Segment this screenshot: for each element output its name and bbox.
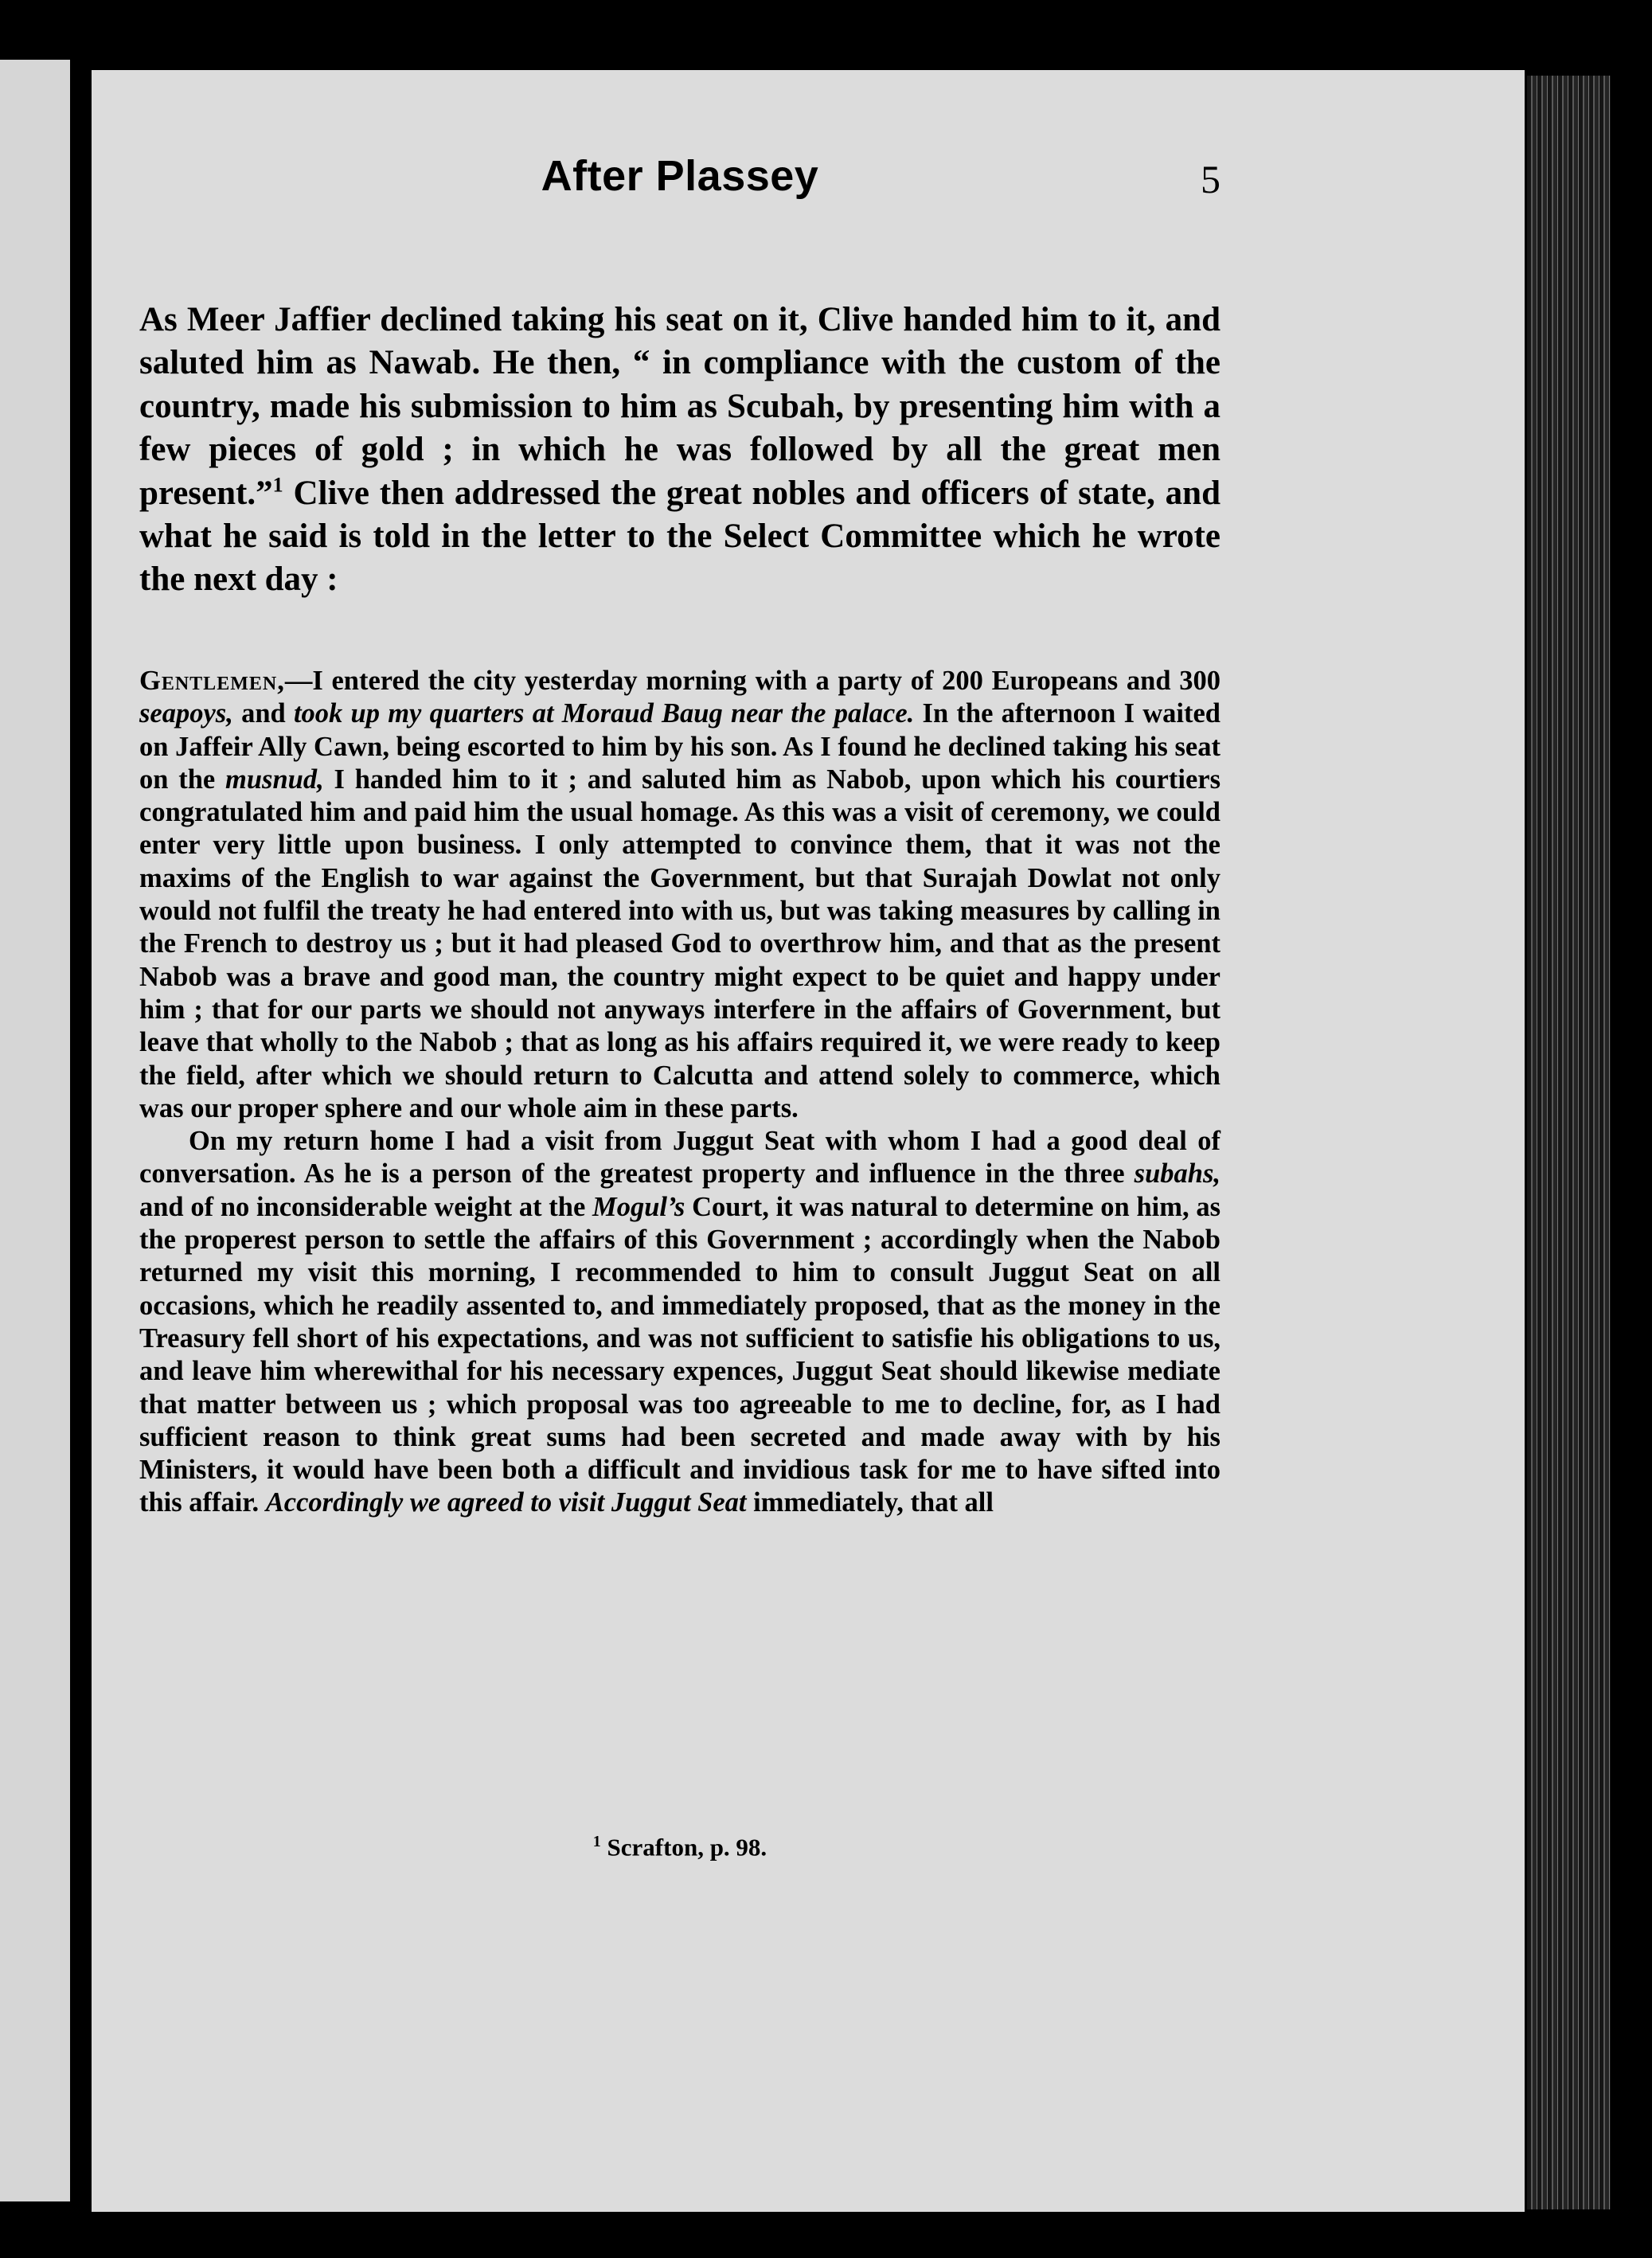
letter-text: immediately, that all [746,1487,994,1518]
italic-term: Mogul’s [592,1191,685,1222]
book-edge [1527,76,1611,2209]
salutation: Gentlemen, [139,666,285,696]
letter-paragraph-1 [139,665,1220,1125]
left-page-edge [0,60,70,2201]
letter-text: and of no inconsiderable weight at the [139,1191,593,1222]
footnote [139,1833,1220,1861]
page-header [139,151,1220,215]
letter-text: and [232,698,294,729]
letter-quote [139,665,1220,1520]
footnote-mark: 1 [592,1833,601,1850]
letter-text: In the afternoon I waited on Jaffeir Ally Cawn, being escorted to him by his son. As I found he declined taking his seat on the [139,698,1220,795]
italic-term: musnud, [225,764,324,795]
letter-text: —I entered the city yesterday morning with a party of 200 Europeans and 300 [284,666,1220,696]
italic-term: subahs, [1134,1158,1220,1190]
footnote-reference: 1 [272,473,283,497]
running-title: After Plassey [541,152,819,200]
page-number: 5 [1201,157,1220,201]
italic-term: took up my quarters at Moraud Baug near the palace. [293,698,915,729]
italic-term: Accordingly we agreed to visit Juggut Seat [265,1487,747,1518]
intro-paragraph [139,299,1220,602]
letter-text: Court, it was natural to determine on him, as the properest person to settle the affairs of this Government ; accordingly when the Nabob returned my visit this morning, I recommended to him to consult Juggut Seat on all occasions, which he readily assented to, and immediately proposed, that as the money in the Treasury fell short of his expectations, and was not sufficient to satisfie his obligations to us, and leave him wherewithal for his necessary expences, Juggut Seat should likewise mediate that matter between us ; which proposal was too agreeable to me to decline, for, as I had sufficient reason to think great sums had been secreted and made away with by his Ministers, it would have been both a difficult and invidious task for me to have sifted into this affair. [139,1191,1220,1518]
italic-term: seapoys, [139,698,233,729]
letter-text: On my return home I had a visit from Juggut Seat with whom I had a good deal of conversation. As he is a person of the greatest property and influence in the three [139,1126,1220,1190]
intro-text-1: As Meer Jaffier declined taking his seat on it, Clive handed him to it, and saluted him as Nawab. He then, “ in compliance with the custom of the country, made his submission to him as Scubah, by presenting him with a few pieces of gold ; in which he was followed by all the great men present.” [139,301,1220,512]
intro-text-2: Clive then addressed the great nobles and officers of state, and what he said is told in the letter to the Select Committee which he wrote the next day : [139,474,1220,599]
letter-paragraph-2 [139,1125,1220,1520]
footnote-text: Scrafton, p. 98. [600,1833,767,1861]
letter-text: I handed him to it ; and saluted him as Nabob, upon which his courtiers congratulated him and paid him the usual homage. As this was a visit of ceremony, we could enter very little upon business. I only attempted to convince them, that it was not the maxims of the English to war against the Government, but that Surajah Dowlat not only would not fulfil the treaty he had entered into with us, but was taking measures by calling in the French to destroy us ; but it had pleased God to overthrow him, and that as the present Nabob was a brave and good man, the country might expect to be quiet and happy under him ; that for our parts we should not anyways interfere in the affairs of Government, but leave that wholly to the Nabob ; that as long as his affairs required it, we were ready to keep the field, after which we should return to Calcutta and attend solely to commerce, which was our proper sphere and our whole aim in these parts. [139,764,1220,1123]
